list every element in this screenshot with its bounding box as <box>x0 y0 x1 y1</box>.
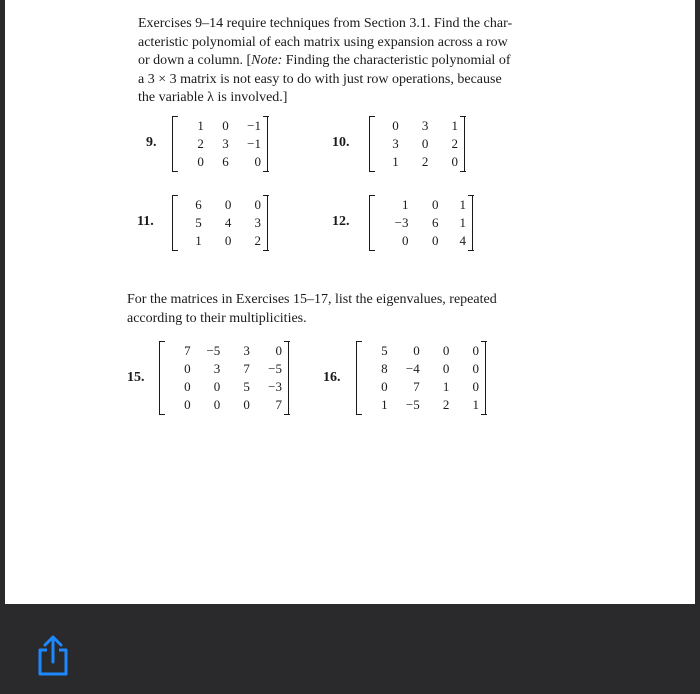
matrix-entry: 3 <box>421 118 429 133</box>
matrix-entry: 2 <box>254 233 261 248</box>
matrix-entry: 7 <box>413 379 420 394</box>
matrix-entry: 0 <box>184 379 191 394</box>
matrix-entry: 0 <box>413 343 420 358</box>
matrix-bracket <box>481 414 487 415</box>
matrix-entry: 0 <box>402 233 409 248</box>
matrix-bracket <box>172 116 178 117</box>
intro-line: a 3 × 3 matrix is not easy to do with just row operations, because <box>138 71 502 87</box>
matrix-entry: 0 <box>381 379 388 394</box>
matrix-entry: 6 <box>222 154 229 169</box>
matrix-bracket <box>369 195 375 196</box>
matrix-entry: 0 <box>432 197 439 212</box>
matrix-bracket <box>468 195 474 196</box>
intro-line: Finding the characteristic polynomial of <box>285 53 511 68</box>
matrix-entry: 0 <box>421 136 429 151</box>
matrix-bracket <box>356 414 362 415</box>
matrix-bracket <box>356 341 362 342</box>
matrix-entry: 2 <box>421 154 429 169</box>
exercise-12-matrix <box>369 195 473 251</box>
matrix-entry: 0 <box>213 397 221 412</box>
matrix-entry: 5 <box>195 215 202 230</box>
matrix-bracket <box>460 171 466 172</box>
matrix-entry: −3 <box>394 215 409 230</box>
exercise-10-label: 10. <box>332 135 350 150</box>
matrix-entry: 0 <box>442 361 450 376</box>
matrix-entry: −1 <box>247 136 261 151</box>
bottom-toolbar <box>0 604 700 694</box>
matrix-bracket <box>263 195 269 196</box>
matrix-bracket <box>263 116 269 117</box>
matrix-entry: 1 <box>392 154 399 169</box>
matrix-entry: −5 <box>206 343 221 358</box>
matrix-entry: 0 <box>472 379 479 394</box>
matrix-entry: 0 <box>184 361 191 376</box>
intro-paragraph <box>138 15 558 108</box>
matrix-entry: 0 <box>224 233 232 248</box>
exercise-15-matrix <box>159 341 289 415</box>
matrix-bracket <box>284 414 290 415</box>
matrix-bracket <box>468 250 474 251</box>
section2-line: according to their multiplicities. <box>127 310 307 326</box>
matrix-entry: 0 <box>213 379 221 394</box>
matrix-entry: −5 <box>405 397 420 412</box>
intro-line: Exercises 9–14 require techniques from Section 3.1. Find the char- <box>138 16 513 31</box>
intro-line: acteristic polynomial of each matrix using expansion across a row <box>138 34 508 50</box>
matrix-bracket <box>263 250 269 251</box>
matrix-entry: 1 <box>402 197 409 212</box>
section2-paragraph <box>127 291 547 328</box>
matrix-entry: 2 <box>451 136 458 151</box>
exercise-9-label: 9. <box>146 135 157 150</box>
matrix-entry: 4 <box>459 233 466 248</box>
note-label: Note: <box>251 53 283 68</box>
matrix-entry: 3 <box>254 215 261 230</box>
matrix-entry: 5 <box>243 379 250 394</box>
matrix-entry: 0 <box>472 343 479 358</box>
matrix-entry: 0 <box>222 118 229 133</box>
matrix-bracket <box>172 250 178 251</box>
matrix-bracket <box>481 341 487 342</box>
intro-line: or down a column. [ <box>138 53 252 68</box>
exercise-15-label: 15. <box>127 370 145 385</box>
matrix-bracket <box>369 171 375 172</box>
exercise-12-label: 12. <box>332 214 350 229</box>
matrix-entry: 0 <box>451 154 458 169</box>
matrix-bracket <box>159 414 165 415</box>
matrix-entry: 0 <box>254 197 261 212</box>
intro-line: the variable λ is involved.] <box>138 90 288 105</box>
matrix-entry: −5 <box>268 361 282 376</box>
matrix-entry: −1 <box>247 118 261 133</box>
matrix-entry: 0 <box>224 197 232 212</box>
matrix-bracket <box>263 171 269 172</box>
matrix-bracket <box>172 171 178 172</box>
matrix-bracket <box>369 250 375 251</box>
matrix-entry: 6 <box>195 197 202 212</box>
matrix-entry: −3 <box>268 379 282 394</box>
share-icon-glyph <box>34 634 72 678</box>
exercise-10-matrix <box>369 116 465 172</box>
matrix-entry: −4 <box>405 361 420 376</box>
matrix-entry: 3 <box>392 136 399 151</box>
matrix-bracket <box>172 195 178 196</box>
matrix-entry: 0 <box>197 154 204 169</box>
matrix-bracket <box>284 341 290 342</box>
matrix-bracket <box>460 116 466 117</box>
matrix-entry: 3 <box>213 361 221 376</box>
matrix-entry: 1 <box>459 215 466 230</box>
matrix-entry: 1 <box>381 397 388 412</box>
matrix-entry: 1 <box>459 197 466 212</box>
share-icon[interactable] <box>34 634 72 678</box>
matrix-entry: 4 <box>224 215 232 230</box>
matrix-entry: 2 <box>197 136 204 151</box>
matrix-entry: 1 <box>195 233 202 248</box>
matrix-entry: 3 <box>222 136 229 151</box>
matrix-entry: 1 <box>197 118 204 133</box>
matrix-entry: 8 <box>381 361 388 376</box>
exercise-11-label: 11. <box>137 214 154 229</box>
section2-line: For the matrices in Exercises 15–17, list the eigenvalues, repeated <box>127 292 497 307</box>
matrix-entry: 1 <box>472 397 479 412</box>
matrix-bracket <box>159 341 165 342</box>
matrix-entry: 0 <box>275 343 282 358</box>
matrix-entry: 1 <box>451 118 458 133</box>
matrix-entry: 3 <box>243 343 250 358</box>
matrix-entry: 0 <box>392 118 399 133</box>
exercise-11-matrix <box>172 195 268 251</box>
matrix-entry: 0 <box>243 397 250 412</box>
document-page <box>5 0 695 604</box>
matrix-entry: 5 <box>381 343 388 358</box>
exercise-16-label: 16. <box>323 370 341 385</box>
matrix-entry: 0 <box>254 154 261 169</box>
matrix-entry: 7 <box>243 361 250 376</box>
exercise-9-matrix <box>172 116 268 172</box>
matrix-entry: 0 <box>184 397 191 412</box>
matrix-entry: 7 <box>275 397 282 412</box>
matrix-entry: 2 <box>442 397 450 412</box>
matrix-entry: 1 <box>442 379 450 394</box>
matrix-entry: 0 <box>472 361 479 376</box>
matrix-entry: 7 <box>184 343 191 358</box>
matrix-bracket <box>369 116 375 117</box>
matrix-entry: 6 <box>432 215 439 230</box>
matrix-entry: 0 <box>442 343 450 358</box>
exercise-16-matrix <box>356 341 486 415</box>
matrix-entry: 0 <box>432 233 439 248</box>
